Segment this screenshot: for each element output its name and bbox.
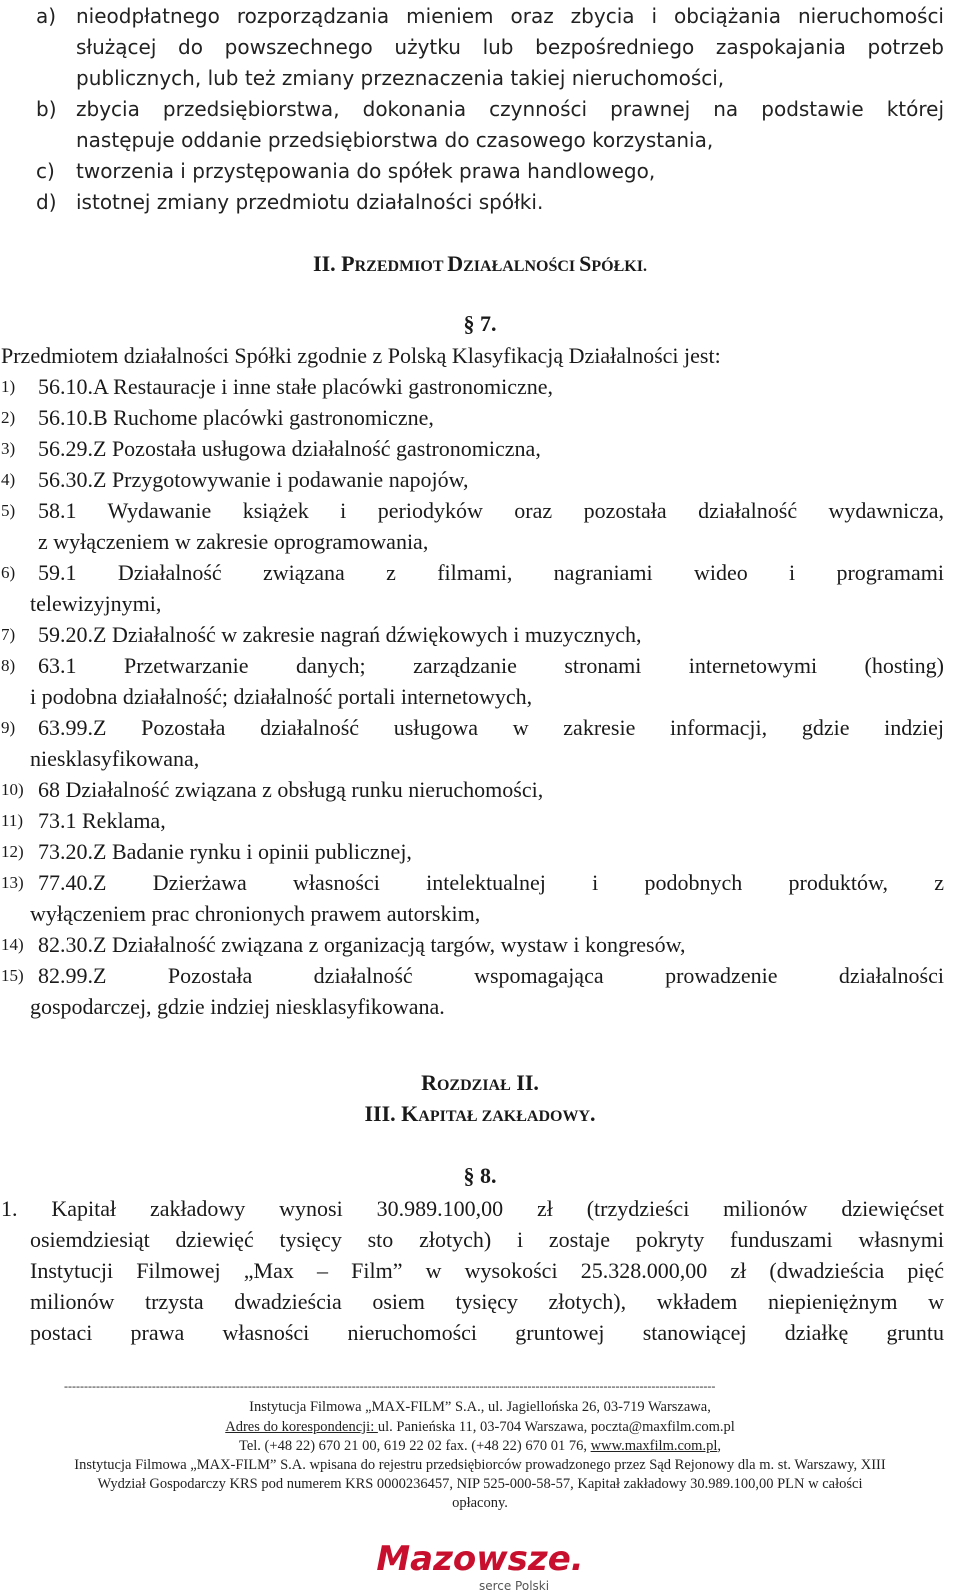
paragraph-8-line: 1. Kapitał zakładowy wynosi 30.989.100,00 zł (trzydzieści milionów dziewięćset [1, 1196, 944, 1221]
paragraph-8-line: postaci prawa własności nieruchomości gruntowej stanowiącej działkę gruntu [30, 1320, 944, 1345]
list-item-continuation: telewizyjnymi, [30, 591, 162, 616]
intro-b-line2: następuje oddanie przedsiębiorstwa do czasowego korzystania, [76, 128, 714, 152]
paragraph-7-symbol: § 7. [463, 311, 497, 336]
footer-paid: opłacony. [452, 1495, 508, 1511]
list-item: 77.40.Z Dzierżawa własności intelektualnej i podobnych produktów, z [38, 870, 944, 895]
list-item: 82.99.Z Pozostała działalność wspomagająca prowadzenie działalności [38, 963, 944, 988]
list-item: 82.30.Z Działalność związana z organizacją targów, wystaw i kongresów, [38, 932, 686, 957]
list-item: 59.1 Działalność związana z filmami, nagraniami wideo i programami [38, 560, 944, 585]
item-number: 15) [1, 966, 24, 985]
list-item: 73.1 Reklama, [38, 808, 166, 833]
footer-divider: ------------------------------------------------------------------------------------------------------------------------------------------------------------------- [64, 1379, 716, 1393]
paragraph-8-line: osiemdziesiąt dziewięć tysięcy sto złotych) i zostaje pokryty funduszami własnymi [30, 1227, 944, 1252]
intro-label-b: b) [36, 97, 57, 121]
logo-tagline: serce Polski [478, 1579, 550, 1592]
item-number: 8) [1, 656, 16, 675]
intro-c-line1: tworzenia i przystępowania do spółek prawa handlowego, [76, 159, 656, 183]
item-number: 1) [1, 377, 16, 396]
intro-label-d: d) [36, 190, 57, 214]
list-item: 63.99.Z Pozostała działalność usługowa w zakresie informacji, gdzie indziej [38, 715, 944, 740]
correspondence-label: Adres do korespondencji: [225, 1419, 378, 1435]
intro-label-c: c) [36, 159, 55, 183]
website-link[interactable]: www.maxfilm.com.pl [590, 1438, 718, 1454]
item-number: 4) [1, 470, 16, 489]
paragraph-7-intro: Przedmiotem działalności Spółki zgodnie z Polską Klasyfikacją Działalności jest: [1, 343, 721, 368]
list-item: 58.1 Wydawanie książek i periodyków oraz pozostała działalność wydawnicza, [38, 498, 944, 523]
section-ii-heading: II. PRZEDMIOT DZIAŁALNOŚCI SPÓŁKI. [313, 251, 647, 276]
section-iii-heading: III. KAPITAŁ ZAKŁADOWY. [364, 1101, 596, 1126]
list-item: 68 Działalność związana z obsługą runku nieruchomości, [38, 777, 544, 802]
mazowsze-logo [360, 1532, 600, 1592]
intro-a-line1: nieodpłatnego rozporządzania mieniem oraz zbycia i obciążania nieruchomości [76, 4, 944, 28]
footer-correspondence: Adres do korespondencji: ul. Panieńska 11, 03-704 Warszawa, poczta@maxfilm.com.pl [225, 1419, 735, 1435]
list-item-continuation: gospodarczej, gdzie indziej niesklasyfikowana. [30, 994, 445, 1019]
item-number: 11) [1, 811, 24, 830]
item-number: 12) [1, 842, 24, 861]
list-item: 56.10.A Restauracje i inne stałe placówki gastronomiczne, [38, 374, 554, 399]
list-item-continuation: wyłączeniem prac chronionych prawem autorskim, [30, 901, 481, 926]
intro-a-line2: służącej do powszechnego użytku lub bezpośredniego zaspokajania potrzeb [76, 35, 944, 59]
footer-krs: Wydział Gospodarczy KRS pod numerem KRS 0000236457, NIP 525-000-58-57, Kapitał zakładowy 30.989.100,00 PLN w całości [97, 1476, 863, 1492]
list-item: 59.20.Z Działalność w zakresie nagrań dźwiękowych i muzycznych, [38, 622, 642, 647]
list-item-continuation: niesklasyfikowana, [30, 746, 200, 771]
list-item: 73.20.Z Badanie rynku i opinii publicznej, [38, 839, 412, 864]
intro-d-line1: istotnej zmiany przedmiotu działalności spółki. [76, 190, 544, 214]
list-item-continuation: i podobna działalność; działalność portali internetowych, [30, 684, 533, 709]
item-number: 14) [1, 935, 24, 954]
item-number: 10) [1, 780, 24, 799]
item-number: 7) [1, 625, 16, 644]
item-number: 13) [1, 873, 24, 892]
list-item: 63.1 Przetwarzanie danych; zarządzanie stronami internetowymi (hosting) [38, 653, 944, 678]
intro-label-a: a) [36, 4, 57, 28]
item-number: 6) [1, 563, 16, 582]
paragraph-8-line: milionów trzysta dwadzieścia osiem tysięcy złotych), wkładem niepieniężnym w [30, 1289, 944, 1314]
footer-registry: Instytucja Filmowa „MAX-FILM” S.A. wpisana do rejestru przedsiębiorców prowadzonego przez Sąd Rejonowy dla m. st. Warszawy, XIII [74, 1457, 886, 1473]
item-number: 9) [1, 718, 16, 737]
item-number: 5) [1, 501, 16, 520]
footer-address: Instytucja Filmowa „MAX-FILM” S.A., ul. Jagiellońska 26, 03-719 Warszawa, [249, 1399, 711, 1415]
list-item: 56.29.Z Pozostała usługowa działalność gastronomiczna, [38, 436, 541, 461]
item-number: 3) [1, 439, 16, 458]
logo-wordmark: Mazowsze. [376, 1539, 584, 1579]
intro-b-line1: zbycia przedsiębiorstwa, dokonania czynności prawnej na podstawie której [76, 97, 944, 121]
intro-a-line3: publicznych, lub też zmiany przeznaczenia takiej nieruchomości, [76, 66, 725, 90]
chapter-heading: ROZDZIAŁ II. [421, 1070, 539, 1095]
item-number: 2) [1, 408, 16, 427]
list-item-continuation: z wyłączeniem w zakresie oprogramowania, [38, 529, 429, 554]
list-item: 56.30.Z Przygotowywanie i podawanie napojów, [38, 467, 469, 492]
list-item: 56.10.B Ruchome placówki gastronomiczne, [38, 405, 434, 430]
paragraph-8-line: Instytucji Filmowej „Max – Film” w wysokości 25.328.000,00 zł (dwadzieścia pięć [30, 1258, 944, 1283]
paragraph-8-symbol: § 8. [463, 1163, 497, 1188]
footer-contact: Tel. (+48 22) 670 21 00, 619 22 02 fax. (+48 22) 670 01 76, www.maxfilm.com.pl, [239, 1438, 721, 1454]
